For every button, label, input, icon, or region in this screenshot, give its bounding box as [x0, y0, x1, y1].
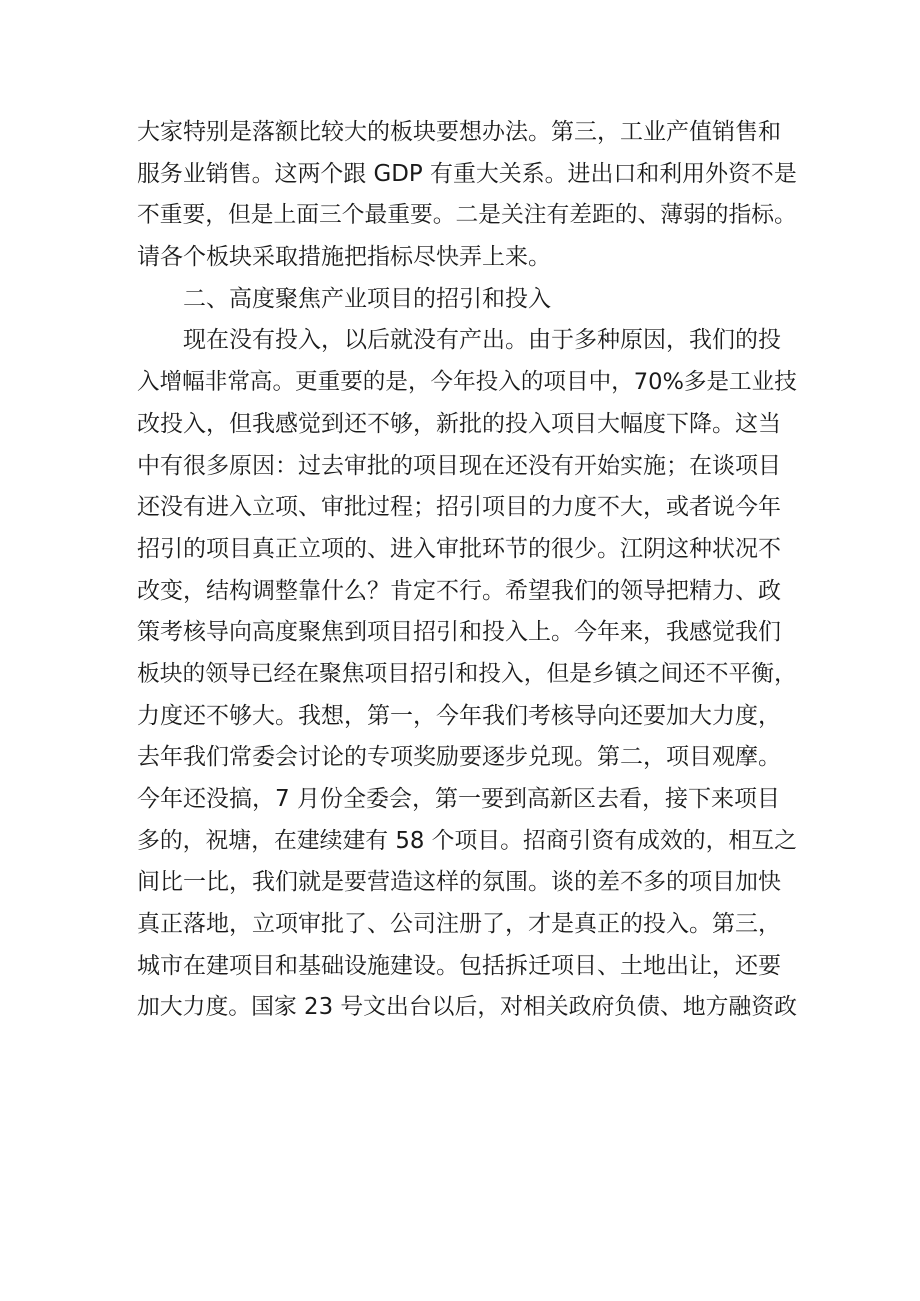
text-line: 板块的领导已经在聚焦项目招引和投入，但是乡镇之间还不平衡， [137, 660, 797, 687]
text-line: 间比一比，我们就是要营造这样的氛围。谈的差不多的项目加快 [137, 869, 781, 896]
text-line: 入增幅非常高。更重要的是，今年投入的项目中，70%多是工业技 [137, 369, 797, 396]
text-line: 改投入，但我感觉到还不够，新批的投入项目大幅度下降。这当 [137, 410, 781, 437]
text-line: 策考核导向高度聚焦到项目招引和投入上。今年来，我感觉我们 [137, 619, 781, 646]
text-line: 力度还不够大。我想，第一，今年我们考核导向还要加大力度， [137, 702, 781, 729]
text-line: 去年我们常委会讨论的专项奖励要逐步兑现。第二，项目观摩。 [137, 744, 781, 771]
text-line: 还没有进入立项、审批过程；招引项目的力度不大，或者说今年 [137, 494, 781, 521]
paragraph-first-line: 现在没有投入，以后就没有产出。由于多种原因，我们的投 [183, 327, 781, 354]
paragraph-first-line: 二、高度聚焦产业项目的招引和投入 [183, 285, 551, 312]
text-line: 真正落地，立项审批了、公司注册了，才是真正的投入。第三， [137, 911, 781, 938]
text-line: 多的，祝塘，在建续建有 58 个项目。招商引资有成效的，相互之 [137, 827, 797, 854]
text-line: 不重要，但是上面三个最重要。二是关注有差距的、薄弱的指标。 [137, 202, 797, 229]
text-line: 招引的项目真正立项的、进入审批环节的很少。江阴这种状况不 [137, 535, 781, 562]
text-line: 城市在建项目和基础设施建设。包括拆迁项目、土地出让，还要 [137, 952, 781, 979]
text-line: 中有很多原因：过去审批的项目现在还没有开始实施；在谈项目 [137, 452, 781, 479]
text-line: 请各个板块采取措施把指标尽快弄上来。 [137, 244, 551, 271]
text-line: 改变，结构调整靠什么？肯定不行。希望我们的领导把精力、政 [137, 577, 781, 604]
text-line: 今年还没搞，7 月份全委会，第一要到高新区去看，接下来项目 [137, 786, 780, 812]
text-line: 服务业销售。这两个跟 GDP 有重大关系。进出口和利用外资不是 [137, 160, 797, 187]
text-line: 加大力度。国家 23 号文出台以后，对相关政府负债、地方融资政 [137, 994, 797, 1021]
document-body [137, 112, 797, 1029]
text-line: 大家特别是落额比较大的板块要想办法。第三，工业产值销售和 [137, 119, 781, 145]
